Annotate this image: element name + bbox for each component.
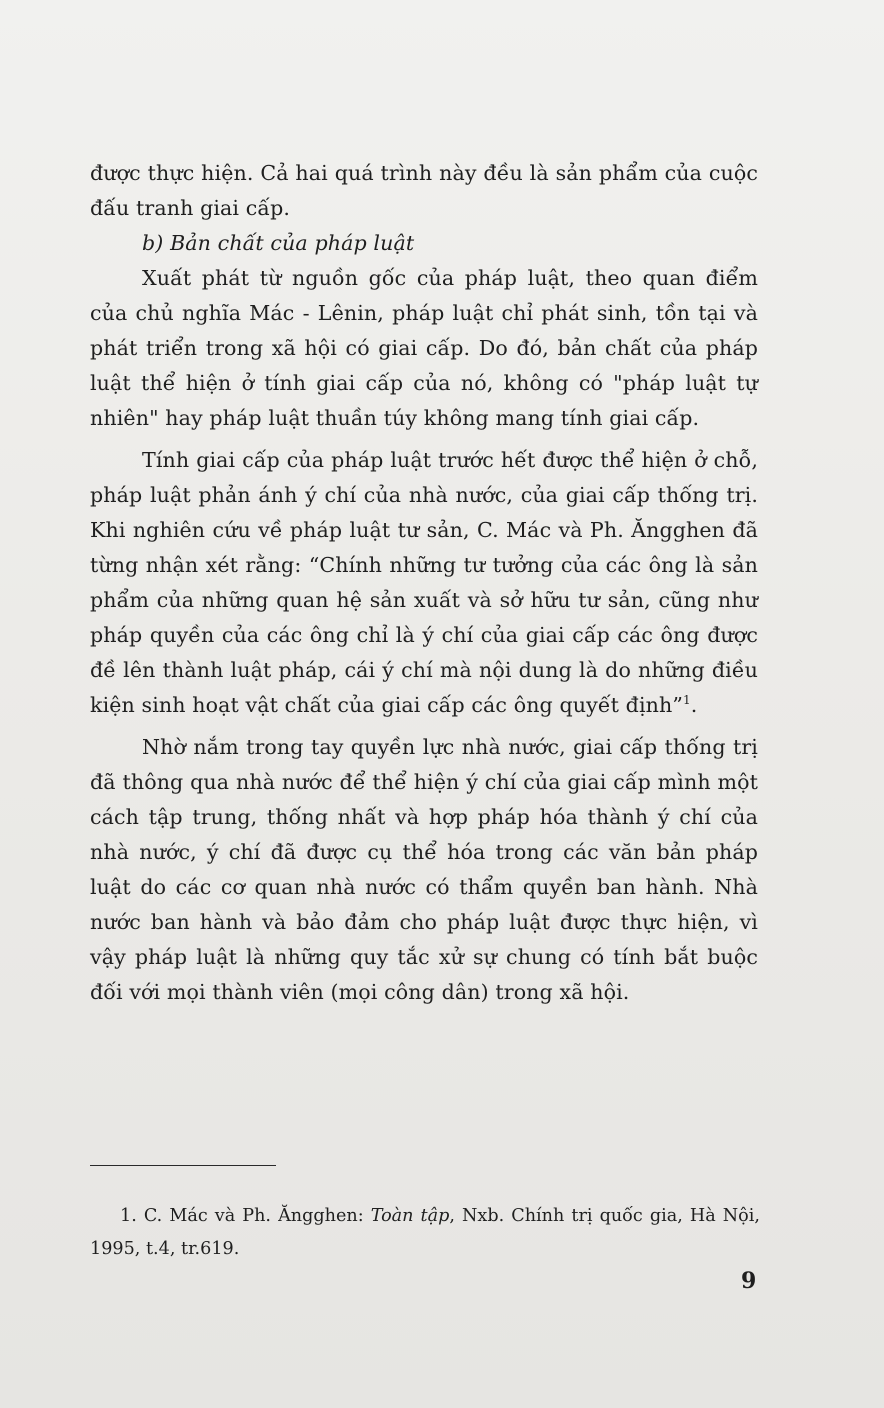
main-text <box>90 156 758 1010</box>
paragraph-origin: Xuất phát từ nguồn gốc của pháp luật, theo quan điểm của chủ nghĩa Mác - Lênin, pháp luật chỉ phát sinh, tồn tại và phát triển trong xã hội có giai cấp. Do đó, bản chất của pháp luật thể hiện ở tính giai cấp của nó, không có "pháp luật tự nhiên" hay pháp luật thuần túy không mang tính giai cấp. <box>90 266 758 430</box>
footnote <box>90 1200 760 1266</box>
footnote-suffix: , Nxb. Chính trị quốc gia, Hà Nội, 1995, t.4, tr.619. <box>90 1205 760 1259</box>
paragraph-intro-text: Tính giai cấp của pháp luật trước hết được thể hiện ở chỗ, pháp luật phản ánh ý chí của nhà nước, của giai cấp thống trị. Khi nghiên cứu về pháp luật tư sản, C. Mác và Ph. Ăngghen đã từng nhận xét rằng: <box>90 448 758 577</box>
paragraph-continuation: được thực hiện. Cả hai quá trình này đều là sản phẩm của cuộc đấu tranh giai cấp. <box>90 161 758 220</box>
marx-engels-quote: “Chính những tư tưởng của các ông là sản phẩm của những quan hệ sản xuất và sở hữu tư sản, cũng như pháp quyền của các ông chỉ là ý chí của giai cấp các ông được đề lên thành luật pháp, cái ý chí mà nội dung là do những điều kiện sinh hoạt vật chất của giai cấp các ông quyết định” <box>90 553 758 717</box>
footnote-separator <box>90 1165 276 1166</box>
paragraph-end-punct: . <box>690 693 698 717</box>
section-subheading: b) Bản chất của pháp luật <box>142 231 415 255</box>
footnote-book-title: Toàn tập <box>370 1205 450 1226</box>
paragraph-class-nature <box>90 443 758 723</box>
paragraph-state-power: Nhờ nắm trong tay quyền lực nhà nước, giai cấp thống trị đã thông qua nhà nước để thể hiện ý chí của giai cấp mình một cách tập trung, thống nhất và hợp pháp hóa thành ý chí của nhà nước, ý chí đã được cụ thể hóa trong các văn bản pháp luật do các cơ quan nhà nước có thẩm quyền ban hành. Nhà nước ban hành và bảo đảm cho pháp luật được thực hiện, vì vậy pháp luật là những quy tắc xử sự chung có tính bắt buộc đối với mọi thành viên (mọi công dân) trong xã hội. <box>90 735 758 1004</box>
page-number: 9 <box>741 1268 757 1294</box>
footnote-prefix: 1. C. Mác và Ph. Ăngghen: <box>120 1205 371 1226</box>
footnote-reference[interactable]: 1 <box>682 693 691 708</box>
